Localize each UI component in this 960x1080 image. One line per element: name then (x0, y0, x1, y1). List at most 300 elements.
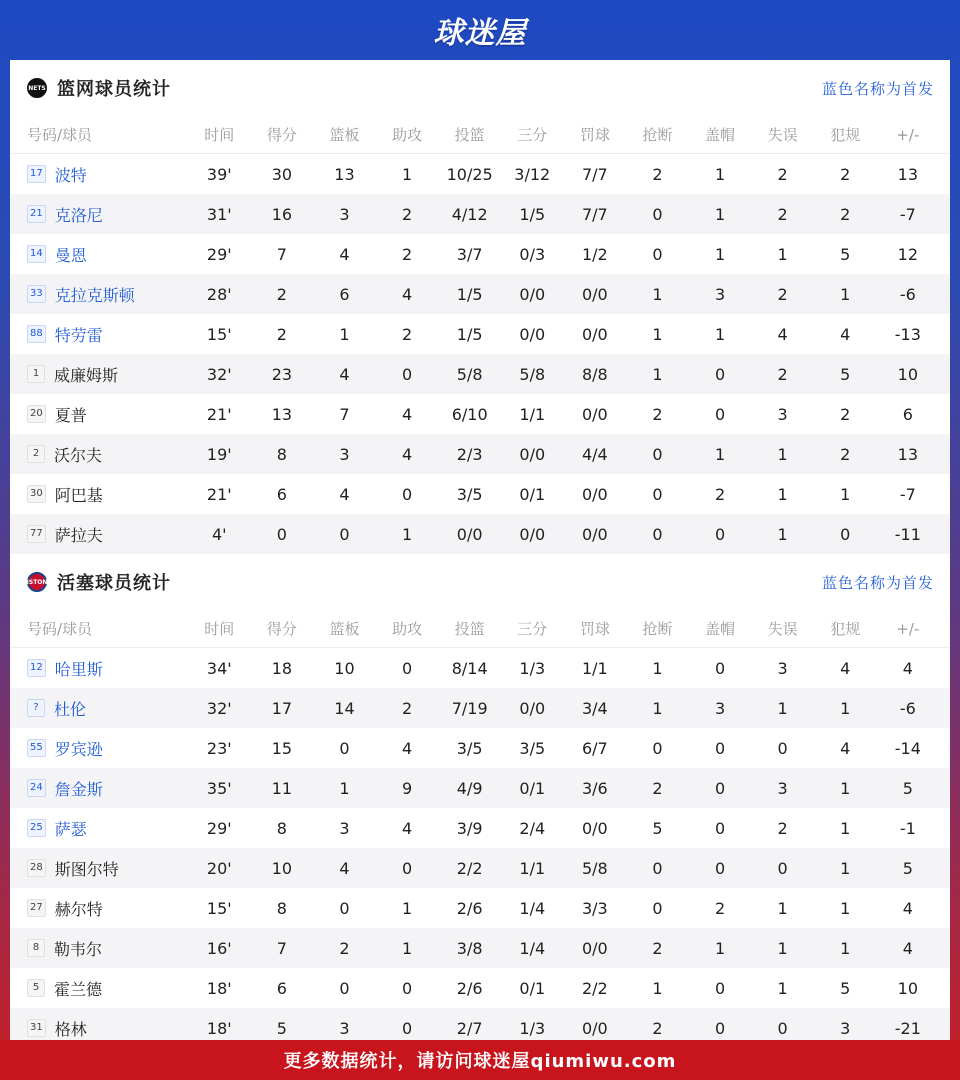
col-header-assists: 助攻 (392, 126, 423, 144)
player-cell (10, 777, 188, 800)
stat-assists: 0 (401, 978, 413, 998)
stat-turnovers: 2 (777, 284, 788, 304)
stat-steals: 0 (652, 444, 663, 464)
stat-time: 31' (206, 204, 232, 224)
stat-steals: 1 (652, 324, 663, 344)
stat-assists: 0 (401, 1018, 413, 1038)
player-name-link[interactable]: 克洛尼 (54, 205, 103, 225)
stat-turnovers: 1 (777, 698, 788, 718)
stat-fg: 3/9 (456, 818, 483, 838)
jersey-number-badge: 20 (27, 405, 46, 423)
table-row[interactable] (10, 928, 950, 968)
stat-points: 8 (276, 818, 287, 838)
stat-plus-minus: -11 (894, 524, 921, 544)
stat-ft: 0/0 (581, 404, 608, 424)
table-row[interactable] (10, 968, 950, 1008)
player-name-link[interactable]: 沃尔夫 (54, 445, 103, 465)
stat-three-pt: 0/0 (519, 324, 546, 344)
stat-assists: 1 (401, 938, 413, 958)
stat-ft: 3/3 (581, 898, 608, 918)
col-header-blocks: 盖帽 (705, 620, 736, 638)
jersey-number-badge: 14 (27, 245, 46, 263)
stat-rebounds: 0 (339, 738, 350, 758)
stat-plus-minus: 4 (902, 898, 913, 918)
stat-three-pt: 0/0 (519, 284, 546, 304)
stat-points: 2 (276, 324, 287, 344)
stat-ft: 1/1 (581, 658, 608, 678)
player-name-link[interactable]: 克拉克斯顿 (54, 285, 135, 305)
player-name-link[interactable]: 格林 (54, 1019, 87, 1039)
player-name-link[interactable]: 曼恩 (54, 245, 87, 265)
col-header-fg: 投篮 (454, 620, 485, 638)
stat-assists: 0 (401, 484, 413, 504)
stat-fouls: 1 (840, 284, 851, 304)
stat-ft: 0/0 (581, 1018, 608, 1038)
stat-plus-minus: 10 (897, 364, 918, 384)
stat-points: 0 (276, 524, 287, 544)
nets-logo-icon: NETS (27, 78, 47, 98)
stat-rebounds: 4 (339, 364, 350, 384)
stat-points: 10 (271, 858, 293, 878)
stat-fouls: 5 (840, 364, 851, 384)
stat-steals: 0 (652, 244, 663, 264)
stat-ft: 1/2 (581, 244, 608, 264)
stat-blocks: 0 (714, 738, 726, 758)
team-header (10, 554, 950, 610)
col-header-ft: 罚球 (579, 126, 610, 144)
stat-fouls: 1 (840, 938, 851, 958)
stat-rebounds: 2 (339, 938, 350, 958)
stat-points: 7 (276, 244, 287, 264)
stat-fg: 3/5 (456, 738, 483, 758)
stat-ft: 2/2 (581, 978, 608, 998)
player-rows (10, 648, 950, 1048)
stat-fg: 6/10 (451, 404, 488, 424)
stat-fg: 4/9 (456, 778, 483, 798)
stat-time: 15' (206, 324, 232, 344)
stat-plus-minus: 4 (902, 938, 913, 958)
stat-blocks: 1 (714, 444, 726, 464)
table-row[interactable] (10, 354, 950, 394)
pistons-logo-icon: PISTONS (27, 572, 47, 592)
table-row[interactable] (10, 234, 950, 274)
stat-turnovers: 2 (777, 164, 788, 184)
stat-three-pt: 2/4 (519, 818, 546, 838)
stat-fouls: 2 (840, 404, 851, 424)
stat-time: 21' (206, 484, 232, 504)
starter-legend: 蓝色名称为首发 (821, 79, 934, 98)
stat-turnovers: 2 (777, 364, 788, 384)
table-row[interactable] (10, 154, 950, 194)
stat-steals: 2 (652, 164, 663, 184)
table-row[interactable] (10, 648, 950, 688)
jersey-number-badge: 8 (27, 939, 45, 957)
stat-three-pt: 5/8 (519, 364, 546, 384)
player-cell (10, 483, 188, 506)
player-name-link[interactable]: 夏普 (54, 405, 87, 425)
jersey-number-badge: 88 (27, 325, 46, 343)
team-title: 活塞球员统计 (57, 573, 171, 594)
col-header-points: 得分 (266, 620, 297, 638)
stat-steals: 0 (652, 858, 663, 878)
table-row[interactable] (10, 514, 950, 554)
stat-points: 18 (271, 658, 293, 678)
stat-plus-minus: -7 (899, 204, 916, 224)
stat-assists: 4 (401, 444, 413, 464)
stat-fouls: 2 (840, 164, 851, 184)
player-cell (10, 163, 188, 186)
table-row[interactable] (10, 194, 950, 234)
stat-fouls: 2 (840, 444, 851, 464)
stat-rebounds: 4 (339, 858, 350, 878)
stat-turnovers: 0 (777, 858, 788, 878)
player-cell (10, 937, 188, 960)
stat-blocks: 0 (714, 858, 726, 878)
stat-rebounds: 6 (339, 284, 350, 304)
jersey-number-badge: 33 (27, 285, 46, 303)
stat-steals: 0 (652, 738, 663, 758)
stat-assists: 4 (401, 404, 413, 424)
stat-fg: 3/5 (456, 484, 483, 504)
table-row[interactable] (10, 314, 950, 354)
table-row[interactable] (10, 768, 950, 808)
col-header-time: 时间 (204, 620, 235, 638)
stat-time: 19' (206, 444, 232, 464)
stat-ft: 0/0 (581, 938, 608, 958)
stat-time: 16' (206, 938, 232, 958)
stat-steals: 0 (652, 524, 663, 544)
stat-fg: 3/7 (456, 244, 483, 264)
brand-header (0, 0, 960, 60)
stat-ft: 3/4 (581, 698, 608, 718)
stat-fg: 2/6 (456, 898, 483, 918)
stat-three-pt: 1/3 (519, 658, 546, 678)
col-header-rebounds: 篮板 (329, 620, 360, 638)
stat-rebounds: 3 (339, 444, 350, 464)
stat-fg: 1/5 (456, 284, 483, 304)
stat-three-pt: 0/0 (519, 698, 546, 718)
player-name-link[interactable]: 勒韦尔 (54, 939, 103, 959)
stat-steals: 0 (652, 204, 663, 224)
stat-assists: 1 (401, 164, 413, 184)
table-row[interactable] (10, 808, 950, 848)
stat-plus-minus: 12 (897, 244, 918, 264)
stat-time: 32' (206, 364, 232, 384)
stat-steals: 1 (652, 698, 663, 718)
stat-fg: 10/25 (446, 164, 493, 184)
stat-points: 6 (276, 978, 287, 998)
table-row[interactable] (10, 728, 950, 768)
stat-rebounds: 10 (334, 658, 355, 678)
stat-blocks: 0 (714, 404, 726, 424)
stat-three-pt: 0/0 (519, 444, 546, 464)
stat-fg: 5/8 (456, 364, 483, 384)
footer-banner (0, 1040, 960, 1080)
stat-blocks: 1 (714, 938, 726, 958)
team-nets-block (10, 60, 950, 554)
stat-three-pt: 0/1 (519, 978, 546, 998)
stat-assists: 2 (401, 324, 413, 344)
stat-points: 6 (276, 484, 287, 504)
stat-blocks: 0 (714, 818, 726, 838)
stat-time: 32' (206, 698, 232, 718)
col-header-steals: 抢断 (642, 126, 673, 144)
stat-fg: 2/6 (456, 978, 483, 998)
stat-fg: 2/2 (456, 858, 483, 878)
stat-turnovers: 2 (777, 204, 788, 224)
stat-plus-minus: 4 (902, 658, 913, 678)
stats-panel (10, 60, 950, 1040)
stat-time: 28' (206, 284, 232, 304)
stat-points: 16 (271, 204, 293, 224)
stat-ft: 0/0 (581, 818, 608, 838)
stat-points: 2 (276, 284, 287, 304)
player-name-link[interactable]: 威廉姆斯 (54, 365, 119, 385)
player-cell (10, 523, 188, 546)
stat-steals: 5 (652, 818, 663, 838)
stat-rebounds: 4 (339, 484, 350, 504)
stat-blocks: 2 (714, 898, 726, 918)
stat-three-pt: 3/5 (519, 738, 546, 758)
stat-turnovers: 3 (777, 404, 788, 424)
stat-turnovers: 1 (777, 244, 788, 264)
player-cell (10, 363, 188, 386)
col-header-ft: 罚球 (579, 620, 610, 638)
stat-plus-minus: -6 (899, 698, 916, 718)
stat-turnovers: 1 (777, 484, 788, 504)
player-name-link[interactable]: 赫尔特 (54, 899, 103, 919)
stat-time: 23' (206, 738, 232, 758)
col-header-plus-minus: +/- (896, 619, 920, 638)
jersey-number-badge: 30 (27, 485, 46, 503)
stat-steals: 1 (652, 978, 663, 998)
player-name-link[interactable]: 霍兰德 (54, 979, 103, 999)
col-header-rebounds: 篮板 (329, 126, 360, 144)
stat-blocks: 0 (714, 778, 726, 798)
stat-steals: 1 (652, 658, 663, 678)
col-header-steals: 抢断 (642, 620, 673, 638)
stat-three-pt: 1/4 (519, 898, 546, 918)
stat-rebounds: 3 (339, 818, 350, 838)
stat-three-pt: 1/1 (519, 404, 546, 424)
stat-assists: 4 (401, 284, 413, 304)
player-cell (10, 243, 188, 266)
stat-turnovers: 1 (777, 938, 788, 958)
stat-three-pt: 1/4 (519, 938, 546, 958)
stat-blocks: 1 (714, 244, 726, 264)
player-cell (10, 323, 188, 346)
stat-fouls: 4 (840, 324, 851, 344)
player-name-link[interactable]: 斯图尔特 (54, 859, 119, 879)
jersey-number-badge: 27 (27, 899, 46, 917)
stat-ft: 6/7 (581, 738, 608, 758)
stat-three-pt: 0/3 (519, 244, 546, 264)
stat-turnovers: 2 (777, 818, 788, 838)
stat-rebounds: 0 (339, 898, 350, 918)
stat-plus-minus: -7 (899, 484, 916, 504)
player-cell (10, 443, 188, 466)
footer-text: 更多数据统计，请访问球迷屋qiumiwu.com (283, 1051, 677, 1072)
jersey-number-badge: 25 (27, 819, 46, 837)
stat-turnovers: 0 (777, 1018, 788, 1038)
table-row[interactable] (10, 394, 950, 434)
stat-assists: 1 (401, 524, 413, 544)
stat-time: 34' (206, 658, 232, 678)
stat-plus-minus: 5 (902, 858, 913, 878)
stat-time: 29' (206, 244, 232, 264)
stat-fg: 1/5 (456, 324, 483, 344)
player-cell (10, 1017, 188, 1040)
stat-plus-minus: -13 (894, 324, 921, 344)
stat-turnovers: 3 (777, 778, 788, 798)
stat-fouls: 1 (840, 858, 851, 878)
stat-assists: 0 (401, 658, 413, 678)
col-header-plus-minus: +/- (896, 125, 920, 144)
stat-fouls: 0 (840, 524, 851, 544)
player-name-link[interactable]: 波特 (54, 165, 87, 185)
jersey-number-badge: 24 (27, 779, 46, 797)
player-cell (10, 817, 188, 840)
brand-logo: 球迷屋 (433, 16, 527, 51)
stat-turnovers: 0 (777, 738, 788, 758)
player-cell (10, 857, 188, 880)
col-header-time: 时间 (204, 126, 235, 144)
stat-fouls: 3 (840, 1018, 851, 1038)
jersey-number-badge: ? (27, 699, 45, 717)
player-rows (10, 154, 950, 554)
stat-three-pt: 0/1 (519, 484, 546, 504)
col-header-three-pt: 三分 (517, 126, 548, 144)
player-name-link[interactable]: 萨拉夫 (54, 525, 103, 545)
player-name-link[interactable]: 哈里斯 (54, 659, 103, 679)
col-header-assists: 助攻 (392, 620, 423, 638)
stat-time: 18' (206, 1018, 232, 1038)
stat-turnovers: 1 (777, 444, 788, 464)
stat-plus-minus: -14 (894, 738, 921, 758)
stat-blocks: 1 (714, 164, 726, 184)
stat-turnovers: 1 (777, 524, 788, 544)
stat-fg: 4/12 (451, 204, 488, 224)
col-header-turnovers: 失误 (767, 620, 798, 638)
stat-assists: 9 (401, 778, 413, 798)
jersey-number-badge: 17 (27, 165, 46, 183)
table-row[interactable] (10, 688, 950, 728)
stat-turnovers: 4 (777, 324, 788, 344)
stat-steals: 2 (652, 1018, 663, 1038)
stat-steals: 1 (652, 364, 663, 384)
stat-steals: 2 (652, 778, 663, 798)
stat-fouls: 5 (840, 244, 851, 264)
player-name-link[interactable]: 杜伦 (54, 699, 87, 719)
player-name-link[interactable]: 特劳雷 (54, 325, 103, 345)
stat-plus-minus: -21 (894, 1018, 921, 1038)
stat-blocks: 0 (714, 364, 726, 384)
stat-rebounds: 4 (339, 244, 350, 264)
stat-ft: 0/0 (581, 524, 608, 544)
stat-rebounds: 0 (339, 978, 350, 998)
jersey-number-badge: 77 (27, 525, 46, 543)
stat-ft: 4/4 (581, 444, 608, 464)
stat-blocks: 0 (714, 524, 726, 544)
table-header (10, 610, 950, 648)
stat-fouls: 1 (840, 698, 851, 718)
stat-rebounds: 0 (339, 524, 350, 544)
stat-blocks: 1 (714, 324, 726, 344)
table-row[interactable] (10, 474, 950, 514)
table-header (10, 116, 950, 154)
stat-three-pt: 0/0 (519, 524, 546, 544)
stat-points: 15 (271, 738, 293, 758)
table-row[interactable] (10, 888, 950, 928)
stat-fouls: 2 (840, 204, 851, 224)
col-header-fouls: 犯规 (830, 620, 861, 638)
player-cell (10, 897, 188, 920)
stat-rebounds: 14 (334, 698, 355, 718)
stat-three-pt: 1/5 (519, 204, 546, 224)
col-header-fouls: 犯规 (830, 126, 861, 144)
stat-time: 15' (206, 898, 232, 918)
player-name-link[interactable]: 阿巴基 (54, 485, 103, 505)
stat-fg: 7/19 (451, 698, 488, 718)
stat-points: 7 (276, 938, 287, 958)
stat-plus-minus: -6 (899, 284, 916, 304)
table-row[interactable] (10, 274, 950, 314)
stat-points: 8 (276, 444, 287, 464)
col-header-player: 号码/球员 (27, 620, 93, 638)
stat-assists: 0 (401, 364, 413, 384)
stat-time: 21' (206, 404, 232, 424)
player-cell (10, 657, 188, 680)
stat-three-pt: 1/1 (519, 858, 546, 878)
stat-three-pt: 3/12 (514, 164, 551, 184)
stat-points: 13 (271, 404, 293, 424)
stat-plus-minus: 10 (897, 978, 918, 998)
table-row[interactable] (10, 848, 950, 888)
stat-fg: 0/0 (456, 524, 483, 544)
stat-ft: 5/8 (581, 858, 608, 878)
player-name-link[interactable]: 萨瑟 (54, 819, 87, 839)
col-header-three-pt: 三分 (517, 620, 548, 638)
stat-steals: 0 (652, 898, 663, 918)
stat-time: 18' (206, 978, 232, 998)
table-row[interactable] (10, 434, 950, 474)
stat-steals: 0 (652, 484, 663, 504)
player-cell (10, 737, 188, 760)
stat-fg: 3/8 (456, 938, 483, 958)
stat-points: 30 (271, 164, 293, 184)
stat-ft: 7/7 (581, 164, 608, 184)
col-header-blocks: 盖帽 (705, 126, 736, 144)
col-header-turnovers: 失误 (767, 126, 798, 144)
starter-legend: 蓝色名称为首发 (821, 573, 934, 592)
jersey-number-badge: 5 (27, 979, 45, 997)
player-name-link[interactable]: 詹金斯 (54, 779, 103, 799)
stat-fouls: 1 (840, 778, 851, 798)
player-name-link[interactable]: 罗宾逊 (54, 739, 103, 759)
stat-assists: 2 (401, 698, 413, 718)
jersey-number-badge: 55 (27, 739, 46, 757)
stat-fouls: 1 (840, 818, 851, 838)
stat-time: 4' (212, 524, 227, 544)
stat-assists: 2 (401, 204, 413, 224)
stat-fg: 2/3 (456, 444, 483, 464)
stat-plus-minus: 13 (897, 164, 918, 184)
stat-assists: 2 (401, 244, 413, 264)
stat-points: 23 (271, 364, 293, 384)
stat-ft: 0/0 (581, 484, 608, 504)
jersey-number-badge: 21 (27, 205, 46, 223)
stat-fouls: 4 (840, 738, 851, 758)
